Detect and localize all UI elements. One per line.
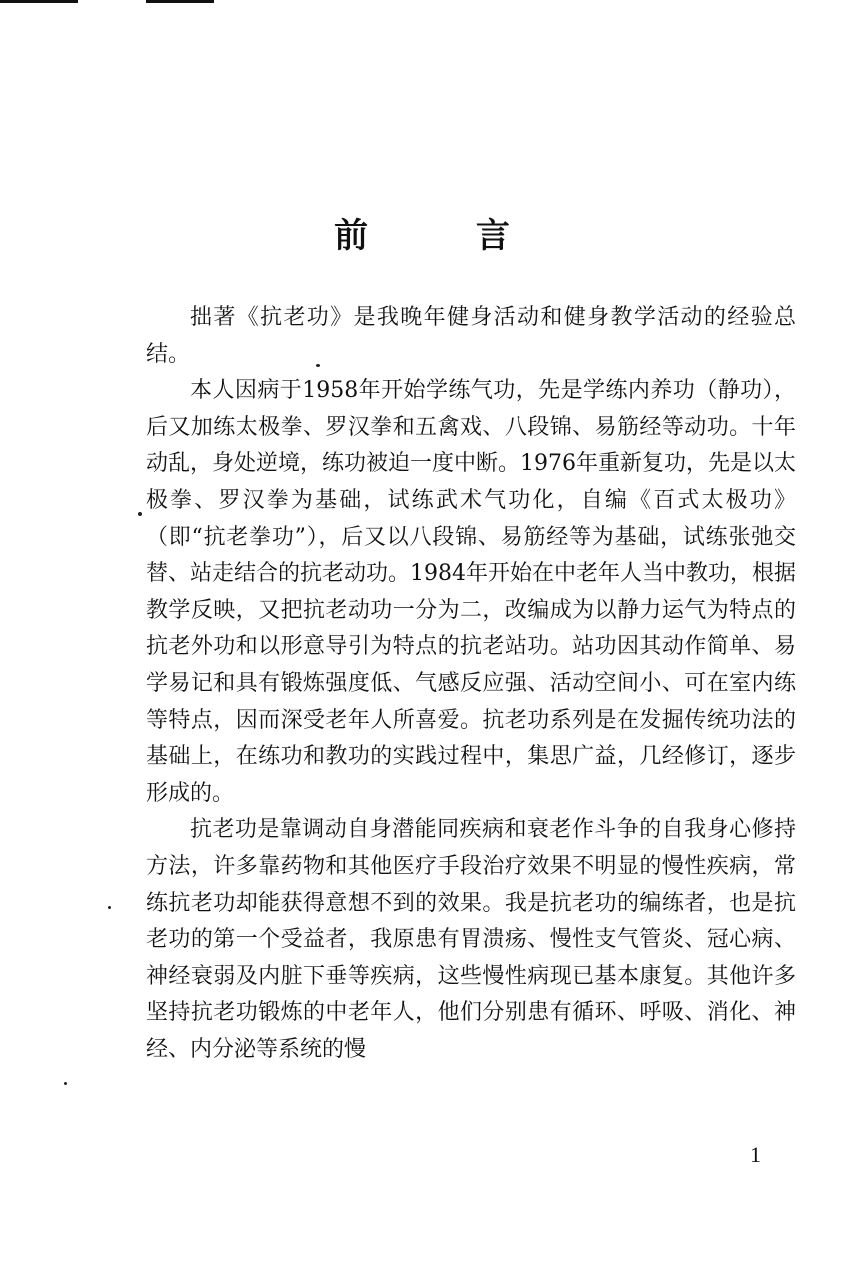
paragraph-2: 本人因病于1958年开始学练气功，先是学练内养功（静功），后又加练太极拳、罗汉拳和五禽戏、八段锦、易筋经等动功。十年动乱，身处逆境，练功被迫一度中断。1976年重新复功，先是以太极拳、罗汉拳为基础，试练武术气功化，自编《百式太极功》（即“抗老拳功”），后又以八段锦、易筋经等为基础，试练张弛交替、站走结合的抗老动功。1984年开始在中老年人当中教功，根据教学反映，又把抗老动功一分为二，改编成为以静力运气为特点的抗老外功和以形意导引为特点的抗老站功。站功因其动作简单、易学易记和具有锻炼强度低、气感反应强、活动空间小、可在室内练等特点，因而深受老年人所喜爱。抗老功系列是在发掘传统功法的基础上，在练功和教功的实践过程中，集思广益，几经修订，逐步形成的。 — [146, 378, 796, 806]
paragraph-1: 拙著《抗老功》是我晚年健身活动和健身教学活动的经验总结。 — [146, 305, 796, 367]
top-rule-left — [0, 0, 78, 3]
scan-speck — [316, 364, 320, 367]
scan-speck — [64, 1082, 67, 1085]
scan-speck — [108, 906, 111, 909]
page-number: 1 — [750, 1142, 761, 1167]
top-rule-right — [146, 0, 214, 3]
paragraph-3: 抗老功是靠调动自身潜能同疾病和衰老作斗争的自我身心修持方法，许多靠药物和其他医疗手段治疗效果不明显的慢性疾病，常练抗老功却能获得意想不到的效果。我是抗老功的编练者，也是抗老功的第一个受益者，我原患有胃溃疡、慢性支气管炎、冠心病、神经衰弱及内脏下垂等疾病，这些慢性病现已基本康复。其他许多坚持抗老功锻炼的中老年人，他们分别患有循环、呼吸、消化、神经、内分泌等系统的慢 — [146, 817, 796, 1062]
page-title: 前 言 — [334, 215, 558, 256]
scan-speck — [138, 512, 142, 516]
body-text — [146, 300, 796, 1068]
